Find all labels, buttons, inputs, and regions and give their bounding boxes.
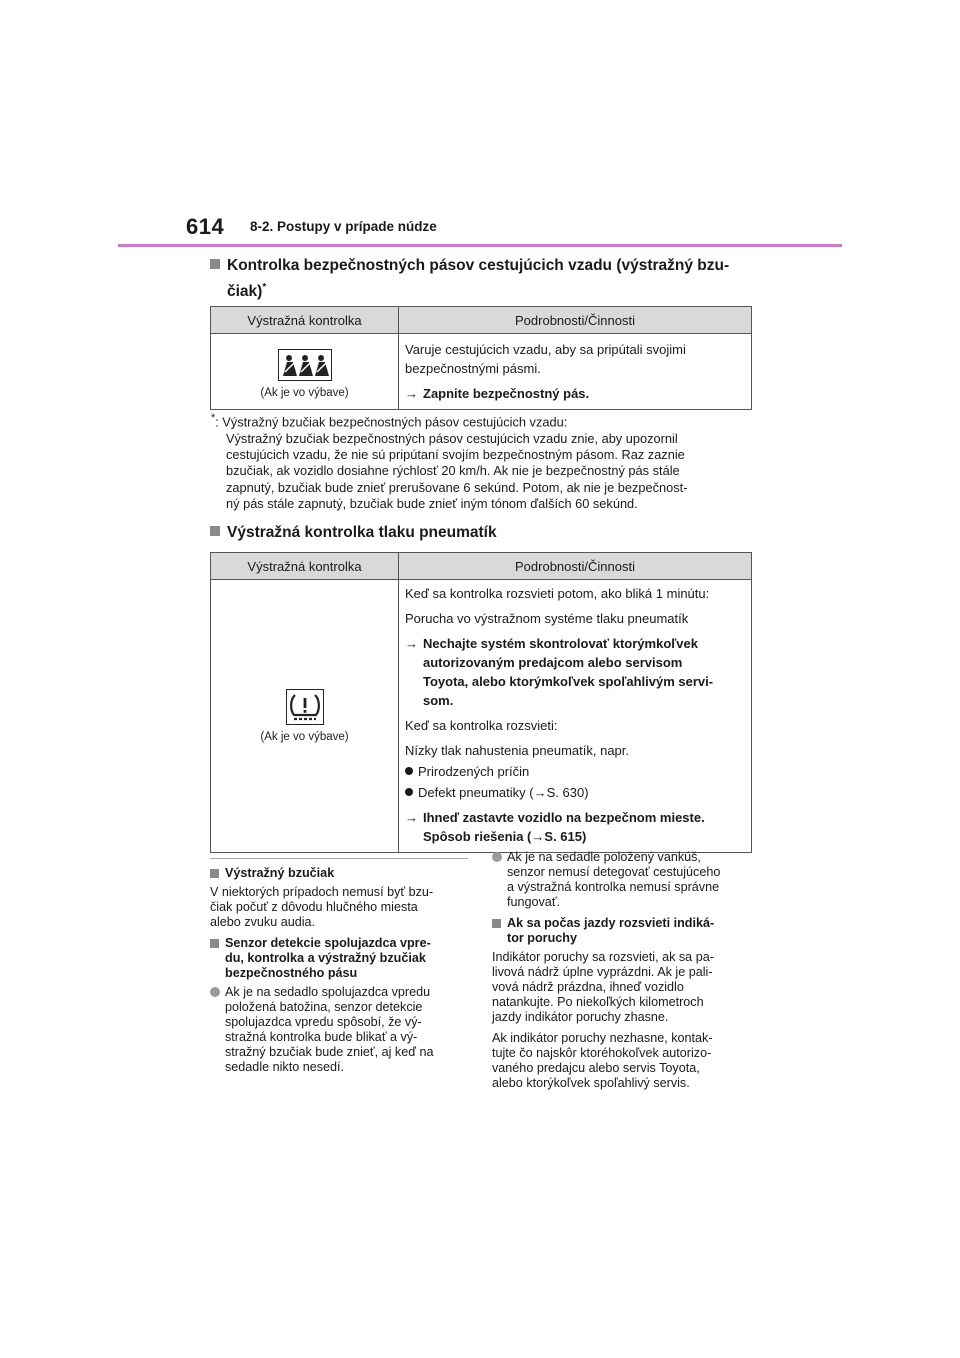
detail-paragraph: Keď sa kontrolka rozsvieti potom, ako bliká 1 minútu:	[405, 586, 710, 601]
detail-line: Varuje cestujúcich vzadu, aby sa pripútali svojimi	[405, 342, 686, 357]
note-line: tujte čo najskôr ktoréhokoľvek autorizo-	[492, 1046, 712, 1060]
note-bullet	[210, 985, 468, 1075]
bullet-dot-icon	[405, 767, 413, 775]
heading-square-icon	[210, 526, 220, 536]
tire-action-stop	[405, 808, 745, 846]
action-line: Toyota, alebo ktorýmkoľvek spoľahlivým servi-	[423, 674, 714, 689]
footnote-line: Výstražný bzučiak bezpečnostných pásov cestujúcich vzadu znie, aby upozornil	[226, 430, 678, 446]
detail-paragraph: Nízky tlak nahustenia pneumatík, napr.	[405, 743, 630, 758]
note-heading-line: tor poruchy	[507, 931, 577, 945]
note-heading-line: Ak sa počas jazdy rozsvieti indiká-	[507, 916, 715, 930]
icon-caption: (Ak je vo výbave)	[260, 386, 349, 399]
footnote-line: cestujúcich vzadu, že nie sú pripútaní svojím bezpečnostným pásom. Raz zaznie	[226, 447, 685, 463]
seatbelt-warning-table	[210, 306, 752, 410]
bullet-dot-icon	[405, 788, 413, 796]
note-line: a výstražná kontrolka nemusí správne	[507, 880, 720, 894]
seatbelt-action	[405, 384, 745, 403]
note-line: spolujazdca vpredu spôsobí, že vý-	[225, 1015, 422, 1029]
seatbelt-details-cell	[399, 334, 752, 410]
table-header-details: Podrobnosti/Činnosti	[399, 553, 752, 580]
note-line: sedadle nikto nesedí.	[225, 1060, 345, 1074]
footnote-line: bzučiak, ak vozidlo dosiahne rýchlosť 20 km/h. Ak nie je bezpečnostný pás stále	[226, 463, 680, 479]
note-heading-line: Senzor detekcie spolujazdca vpre-	[225, 936, 431, 950]
note-line: alebo ktorýkoľvek spoľahlivý servis.	[492, 1076, 690, 1090]
heading-square-icon	[210, 259, 220, 269]
note-line: stražný bzučiak bude znieť, aj keď na	[225, 1045, 434, 1059]
note-line: senzor nemusí detegovať cestujúceho	[507, 865, 721, 879]
note-line: Indikátor poruchy sa rozsvieti, ak sa pa-	[492, 950, 714, 964]
footnote-mark: *	[211, 412, 216, 424]
seatbelt-heading	[210, 255, 770, 303]
note-paragraph	[492, 950, 752, 1025]
tire-icon-cell	[211, 580, 399, 853]
footnote-title: : Výstražný bzučiak bezpečnostných pásov cestujúcich vzadu:	[215, 414, 568, 430]
note-heading-line: bezpečnostného pásu	[225, 966, 358, 980]
footnote-line: zapnutý, bzučiak bude znieť prerušovane 6 sekúnd. Potom, ak nie je bezpečnost-	[226, 479, 688, 495]
note-line: Ak je na sedadle položený vankúš,	[507, 850, 701, 864]
action-line: Nechajte systém skontrolovať ktorýmkoľvek	[423, 636, 698, 651]
bullet-text: Prirodzených príčin	[418, 764, 530, 779]
note-line: alebo zvuku audia.	[210, 915, 316, 929]
action-line: Ihneď zastavte vozidlo na bezpečnom mieste.	[423, 810, 705, 825]
note-line: Ak je na sedadlo spolujazdca vpredu	[225, 985, 431, 999]
tire-heading-text: Výstražná kontrolka tlaku pneumatík	[227, 524, 497, 541]
note-paragraph	[210, 885, 468, 930]
detail-line: bezpečnostnými pásmi.	[405, 361, 541, 376]
bullet-circle-icon	[210, 987, 220, 997]
note-line: fungovať.	[507, 895, 561, 909]
note-square-icon	[492, 919, 501, 928]
notes-right-column	[492, 850, 752, 1097]
bullet-text: Defekt pneumatiky (→S. 630)	[418, 785, 589, 800]
note-line: stražná kontrolka bude blikať a vý-	[225, 1030, 418, 1044]
notes-divider	[210, 858, 468, 859]
page-number: 614	[186, 214, 225, 239]
action-text: Zapnite bezpečnostný pás.	[423, 386, 590, 401]
rear-seatbelt-warning-icon	[278, 349, 332, 381]
note-line: Ak indikátor poruchy nezhasne, kontak-	[492, 1031, 713, 1045]
icon-caption: (Ak je vo výbave)	[260, 731, 349, 743]
seatbelt-footnote	[211, 410, 751, 513]
table-header-warning-light: Výstražná kontrolka	[211, 553, 399, 580]
note-line: jazdy indikátor poruchy zhasne.	[492, 1010, 669, 1024]
note-line: livová nádrž úplne vyprázdni. Ak je pali-	[492, 965, 713, 979]
detail-paragraph: Keď sa kontrolka rozsvieti:	[405, 718, 558, 733]
notes-left-column	[210, 866, 468, 1081]
action-line: Spôsob riešenia (→S. 615)	[423, 829, 587, 844]
tire-warning-table	[210, 552, 752, 853]
note-square-icon	[210, 869, 219, 878]
section-title: 8-2. Postupy v prípade núdze	[250, 219, 437, 234]
arrow-icon: →	[405, 636, 418, 651]
arrow-icon: →	[405, 810, 418, 825]
footnote-line: ný pás stále zapnutý, bzučiak bude znieť iným tónom ďalších 60 sekúnd.	[226, 496, 638, 512]
cause-bullet	[405, 783, 745, 802]
note-heading-buzzer	[210, 866, 468, 881]
note-line: položená batožina, senzor detekcie	[225, 1000, 423, 1014]
seatbelt-heading-line2: čiak)	[227, 283, 263, 301]
tire-pressure-warning-icon	[286, 689, 324, 725]
note-line: V niektorých prípadoch nemusí byť bzu-	[210, 885, 434, 899]
bullet-circle-icon	[492, 852, 502, 862]
heading-footnote-mark: *	[262, 282, 267, 293]
note-paragraph	[492, 1031, 752, 1091]
note-line: vová nádrž prázdna, ihneď vozidlo	[492, 980, 684, 994]
header-rule	[118, 244, 842, 247]
arrow-icon: →	[405, 386, 418, 401]
note-heading-sensor	[210, 936, 468, 981]
note-line: natankujte. Po niekoľkých kilometroch	[492, 995, 704, 1009]
note-bullet	[492, 850, 752, 910]
note-square-icon	[210, 939, 219, 948]
note-heading-malfunction	[492, 916, 752, 946]
tire-heading	[210, 522, 497, 544]
action-line: som.	[423, 693, 454, 708]
tire-action-inspect	[405, 634, 745, 710]
note-line: čiak počuť z dôvodu hlučného miesta	[210, 900, 418, 914]
table-header-details: Podrobnosti/Činnosti	[399, 307, 752, 334]
note-line: vaného predajcu alebo servis Toyota,	[492, 1061, 700, 1075]
tire-details-cell	[399, 580, 752, 853]
seatbelt-heading-line1: Kontrolka bezpečnostných pásov cestujúcich vzadu (výstražný bzu-	[227, 257, 730, 274]
note-heading-text: Výstražný bzučiak	[225, 866, 335, 880]
table-header-warning-light: Výstražná kontrolka	[211, 307, 399, 334]
detail-paragraph: Porucha vo výstražnom systéme tlaku pneumatík	[405, 611, 689, 626]
seatbelt-icon-cell	[211, 334, 399, 410]
note-heading-line: du, kontrolka a výstražný bzučiak	[225, 951, 426, 965]
action-line: autorizovaným predajcom alebo servisom	[423, 655, 683, 670]
cause-bullet	[405, 762, 745, 781]
